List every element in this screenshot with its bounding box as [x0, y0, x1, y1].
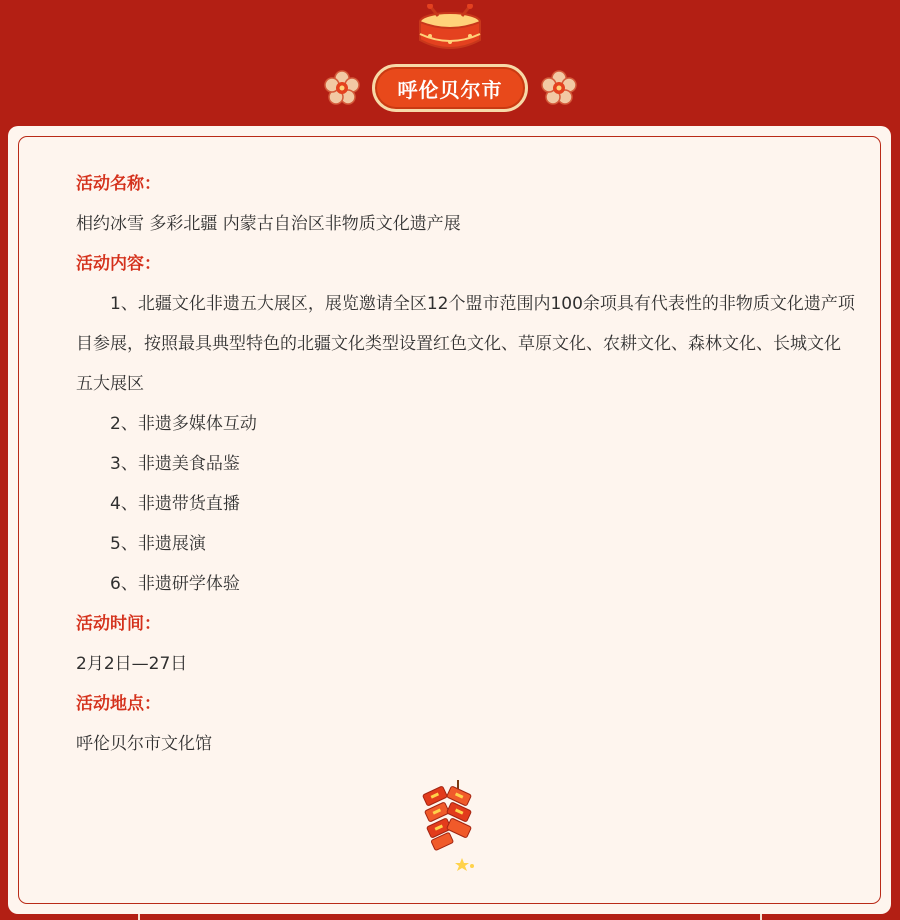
- firecracker-icon: [418, 780, 482, 876]
- plum-flower-icon: [324, 70, 360, 106]
- event-name-text: 相约冰雪 多彩北疆 内蒙古自治区非物质文化遗产展: [76, 214, 461, 234]
- content-item-6: 6、非遗研学体验: [110, 574, 240, 594]
- content-item-2: 2、非遗多媒体互动: [110, 414, 257, 434]
- drum-icon: [416, 4, 484, 56]
- divider-tick: [760, 914, 762, 920]
- content-item-3: 3、非遗美食品鉴: [110, 454, 240, 474]
- content-item-5: 5、非遗展演: [110, 534, 206, 554]
- divider-tick: [138, 914, 140, 920]
- event-place-heading: 活动地点：: [76, 694, 161, 714]
- content-item-4: 4、非遗带货直播: [110, 494, 240, 514]
- event-name-heading: 活动名称：: [76, 174, 161, 194]
- event-info: [76, 164, 856, 764]
- city-title-badge: 呼伦贝尔市: [372, 64, 528, 112]
- plum-flower-icon: [541, 70, 577, 106]
- event-content-heading: 活动内容：: [76, 254, 161, 274]
- content-item-1: 1、北疆文化非遗五大展区，展览邀请全区12个盟市范围内100余项具有代表性的非物质文化遗产项目参展，按照最具典型特色的北疆文化类型设置红色文化、草原文化、农耕文化、森林文化、长城文化五大展区: [76, 294, 855, 394]
- event-place-text: 呼伦贝尔市文化馆: [76, 734, 212, 754]
- event-time-heading: 活动时间：: [76, 614, 161, 634]
- event-time-text: 2月2日—27日: [76, 654, 188, 674]
